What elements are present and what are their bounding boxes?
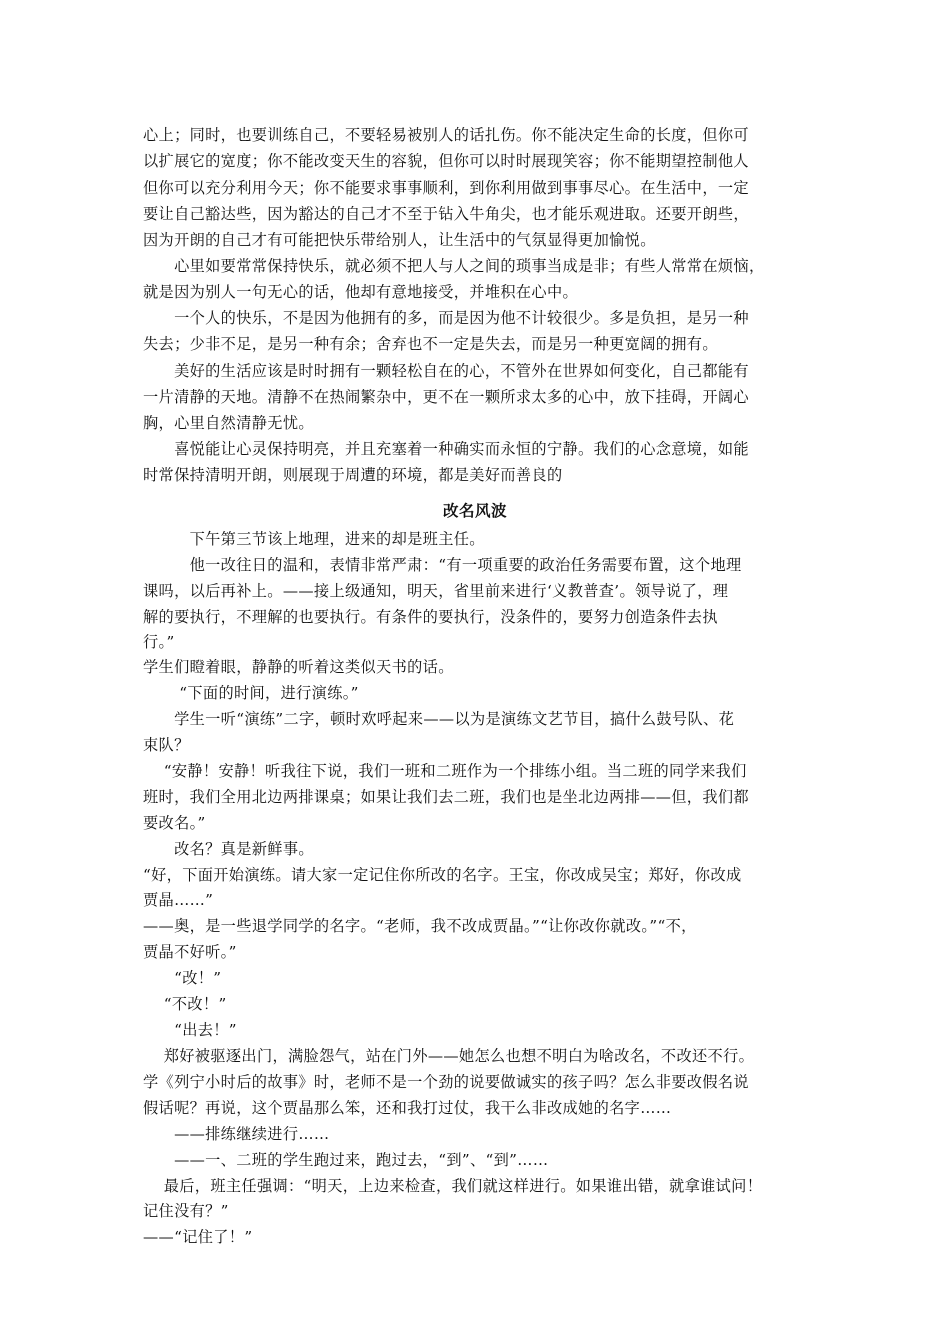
story-line: 他一改往日的温和，表情非常严肃：“有一项重要的政治任务需要布置，这个地理: [143, 556, 742, 574]
essay-line: 美好的生活应该是时时拥有一颗轻松自在的心，不管外在世界如何变化，自己都能有: [143, 362, 749, 380]
story-line: 班时，我们全用北边两排课桌；如果让我们去二班，我们也是坐北边两排——但，我们都: [143, 788, 749, 806]
essay-line: 失去；少非不足，是另一种有余；舍弃也不一定是失去，而是另一种更宽阔的拥有。: [143, 335, 718, 353]
story-line: ——奥，是一些退学同学的名字。“老师，我不改成贾晶。”“让你改你就改。”“不，: [143, 917, 697, 935]
story-line: “下面的时间，进行演练。”: [143, 684, 359, 702]
story-title: 改名风波: [442, 501, 507, 520]
story-line: 学生一听“演练”二字，顿时欢呼起来——以为是演练文艺节目，搞什么鼓号队、花: [143, 710, 735, 728]
story-line: “不改！”: [143, 995, 227, 1013]
essay-line: 但你可以充分利用今天；你不能要求事事顺利，到你利用做到事事尽心。在生活中，一定: [143, 179, 749, 197]
essay-line: 心上；同时，也要训练自己，不要轻易被别人的话扎伤。你不能决定生命的长度，但你可: [143, 126, 749, 144]
essay-line: 胸，心里自然清静无忧。: [143, 414, 314, 432]
story-line: “安静！安静！听我往下说，我们一班和二班作为一个排练小组。当二班的同学来我们: [143, 762, 747, 780]
essay-line: 喜悦能让心灵保持明亮，并且充塞着一种确实而永恒的宁静。我们的心念意境，如能: [143, 440, 749, 458]
story-line: 下午第三节该上地理，进来的却是班主任。: [143, 530, 485, 548]
story-line: “改！”: [143, 969, 222, 987]
essay-line: 就是因为别人一句无心的话，他却有意地接受，并堆积在心中。: [143, 283, 579, 301]
story-line: 贾晶……”: [143, 891, 214, 909]
story-line: 改名？真是新鲜事。: [143, 840, 314, 858]
story-line: ——一、二班的学生跑过来，跑过去，“到”、“到”……: [143, 1151, 549, 1169]
story-line: “出去！”: [143, 1021, 237, 1039]
story-line: ——排练继续进行……: [143, 1125, 330, 1143]
story-line: 学生们瞪着眼，静静的听着这类似天书的话。: [143, 658, 454, 676]
story-line: 郑好被驱逐出门，满脸怨气，站在门外——她怎么也想不明白为啥改名，不改还不行。: [143, 1047, 755, 1065]
story-line: 束队？: [143, 736, 190, 754]
story-line: 学《列宁小时后的故事》时，老师不是一个劲的说要做诚实的孩子吗？怎么非要改假名说: [143, 1073, 749, 1091]
story-line: 记住没有？”: [143, 1202, 229, 1220]
essay-line: 要让自己豁达些，因为豁达的自己才不至于钻入牛角尖，也才能乐观进取。还要开朗些，: [143, 205, 749, 223]
story-line: 假话呢？再说，这个贾晶那么笨，还和我打过仗，我干么非改成她的名字……: [143, 1099, 672, 1117]
story-line: 课吗，以后再补上。——接上级通知，明天，省里前来进行‘义教普查’。领导说了，理: [143, 582, 729, 600]
story-line: 行。”: [143, 633, 175, 651]
story-line: 贾晶不好听。”: [143, 943, 237, 961]
story-line: 最后，班主任强调：“明天，上边来检查，我们就这样进行。如果谁出错，就拿谁试问！: [143, 1177, 763, 1195]
essay-line: 一片清静的天地。清静不在热闹繁杂中，更不在一颗所求太多的心中，放下挂碍，开阔心: [143, 388, 749, 406]
essay-line: 因为开朗的自己才有可能把快乐带给别人，让生活中的气氛显得更加愉悦。: [143, 231, 656, 249]
essay-line: 心里如要常常保持快乐，就必须不把人与人之间的琐事当成是非；有些人常常在烦恼，: [143, 257, 765, 275]
essay-line: 一个人的快乐，不是因为他拥有的多，而是因为他不计较很少。多是负担，是另一种: [143, 309, 749, 327]
story-line: 解的要执行，不理解的也要执行。有条件的要执行，没条件的，要努力创造条件去执: [143, 608, 718, 626]
story-line: ——“记住了！”: [143, 1228, 253, 1246]
story-line: 要改名。”: [143, 814, 206, 832]
essay-line: 以扩展它的宽度；你不能改变天生的容貌，但你可以时时展现笑容；你不能期望控制他人: [143, 152, 749, 170]
story-line: “好，下面开始演练。请大家一定记住你所改的名字。王宝，你改成吴宝；郑好，你改成: [143, 866, 742, 884]
essay-line: 时常保持清明开朗，则展现于周遭的环境，都是美好而善良的: [143, 466, 563, 484]
